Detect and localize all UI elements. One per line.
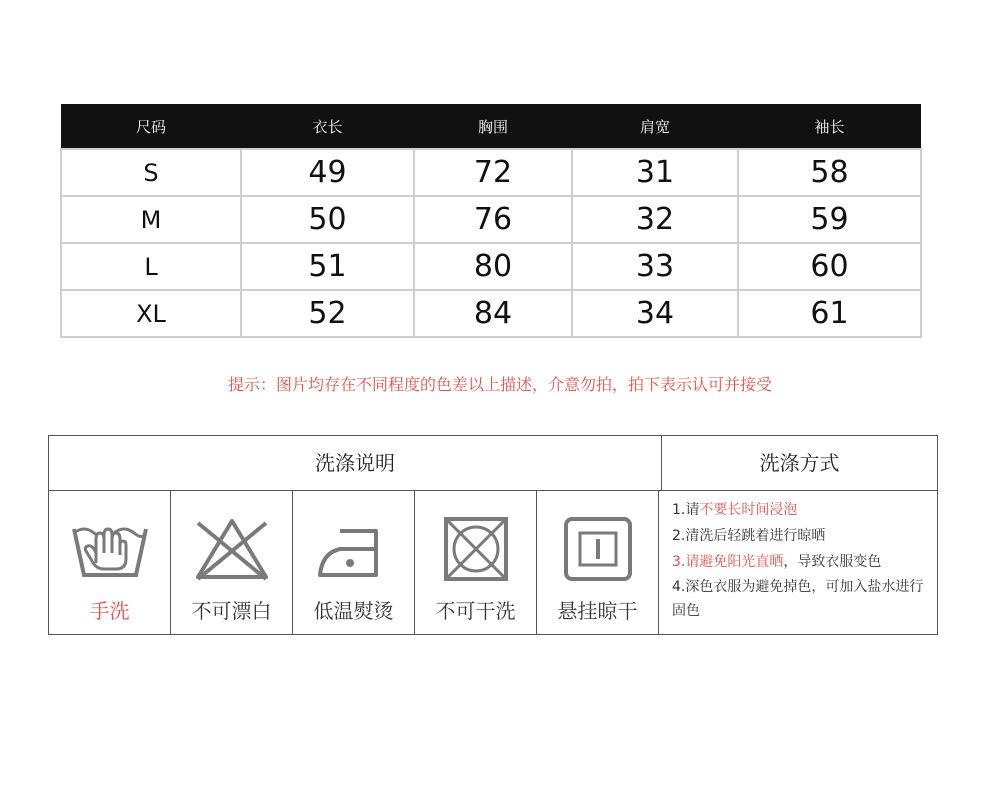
length-value: 49: [241, 149, 414, 196]
care-symbol-hand-wash: [49, 491, 171, 635]
header-length: 衣长: [241, 104, 414, 149]
header-chest: 胸围: [414, 104, 572, 149]
hand-wash-icon: [70, 513, 150, 585]
sleeve-value: 58: [738, 149, 921, 196]
chest-value: 76: [414, 196, 572, 243]
size-header-row: [61, 104, 921, 149]
header-size: 尺码: [61, 104, 241, 149]
hand-wash-label: 手洗: [89, 599, 130, 623]
chest-value: 80: [414, 243, 572, 290]
shoulder-value: 34: [572, 290, 738, 337]
method-3-warning: 3.请避免阳光直晒: [672, 554, 784, 570]
care-symbol-no-dry-clean: [415, 491, 537, 635]
sleeve-value: 59: [738, 196, 921, 243]
no-dry-clean-icon: [436, 513, 516, 585]
care-header-row: [49, 436, 937, 491]
size-value: M: [61, 196, 241, 243]
care-instructions-title: 洗涤说明: [49, 436, 662, 490]
size-chart-table: [60, 104, 922, 338]
color-difference-notice: 提示：图片均存在不同程度的色差以上描述，介意勿拍，拍下表示认可并接受: [227, 375, 772, 394]
table-row: [61, 196, 921, 243]
chest-value: 84: [414, 290, 572, 337]
hang-dry-icon: [558, 513, 638, 585]
sleeve-value: 61: [738, 290, 921, 337]
method-1-warning: 不要长时间浸泡: [699, 502, 798, 518]
table-row: [61, 149, 921, 196]
wash-method-list: [662, 491, 937, 635]
sleeve-value: 60: [738, 243, 921, 290]
wash-method-item: 4.深色衣服为避免掉色，可加入盐水进行固色: [672, 579, 924, 619]
wash-method-item: [672, 549, 937, 575]
no-bleach-icon: [192, 513, 272, 585]
shoulder-value: 32: [572, 196, 738, 243]
care-symbol-low-iron: [293, 491, 415, 635]
method-3-rest: ，导致衣服变色: [783, 554, 882, 570]
care-symbol-no-bleach: [171, 491, 293, 635]
care-symbols: [49, 491, 661, 635]
wash-method-item: [672, 497, 937, 523]
no-bleach-label: 不可漂白: [191, 599, 272, 623]
length-value: 51: [241, 243, 414, 290]
size-value: L: [61, 243, 241, 290]
shoulder-value: 31: [572, 149, 738, 196]
shoulder-value: 33: [572, 243, 738, 290]
size-value: XL: [61, 290, 241, 337]
low-iron-label: 低温熨烫: [313, 599, 394, 623]
header-shoulder: 肩宽: [572, 104, 738, 149]
wash-method-title: 洗涤方式: [759, 451, 840, 475]
wash-method-item: 2.清洗后轻跳着进行晾晒: [672, 528, 826, 544]
size-value: S: [61, 149, 241, 196]
care-symbol-hang-dry: [537, 491, 659, 635]
table-row: [61, 290, 921, 337]
length-value: 52: [241, 290, 414, 337]
care-instructions-table: [48, 435, 938, 635]
chest-value: 72: [414, 149, 572, 196]
low-iron-icon: [314, 513, 394, 585]
method-1-prefix: 1.请: [672, 502, 700, 518]
hang-dry-label: 悬挂晾干: [557, 599, 638, 623]
no-dry-clean-label: 不可干洗: [435, 599, 516, 623]
table-row: [61, 243, 921, 290]
length-value: 50: [241, 196, 414, 243]
header-sleeve: 袖长: [738, 104, 921, 149]
